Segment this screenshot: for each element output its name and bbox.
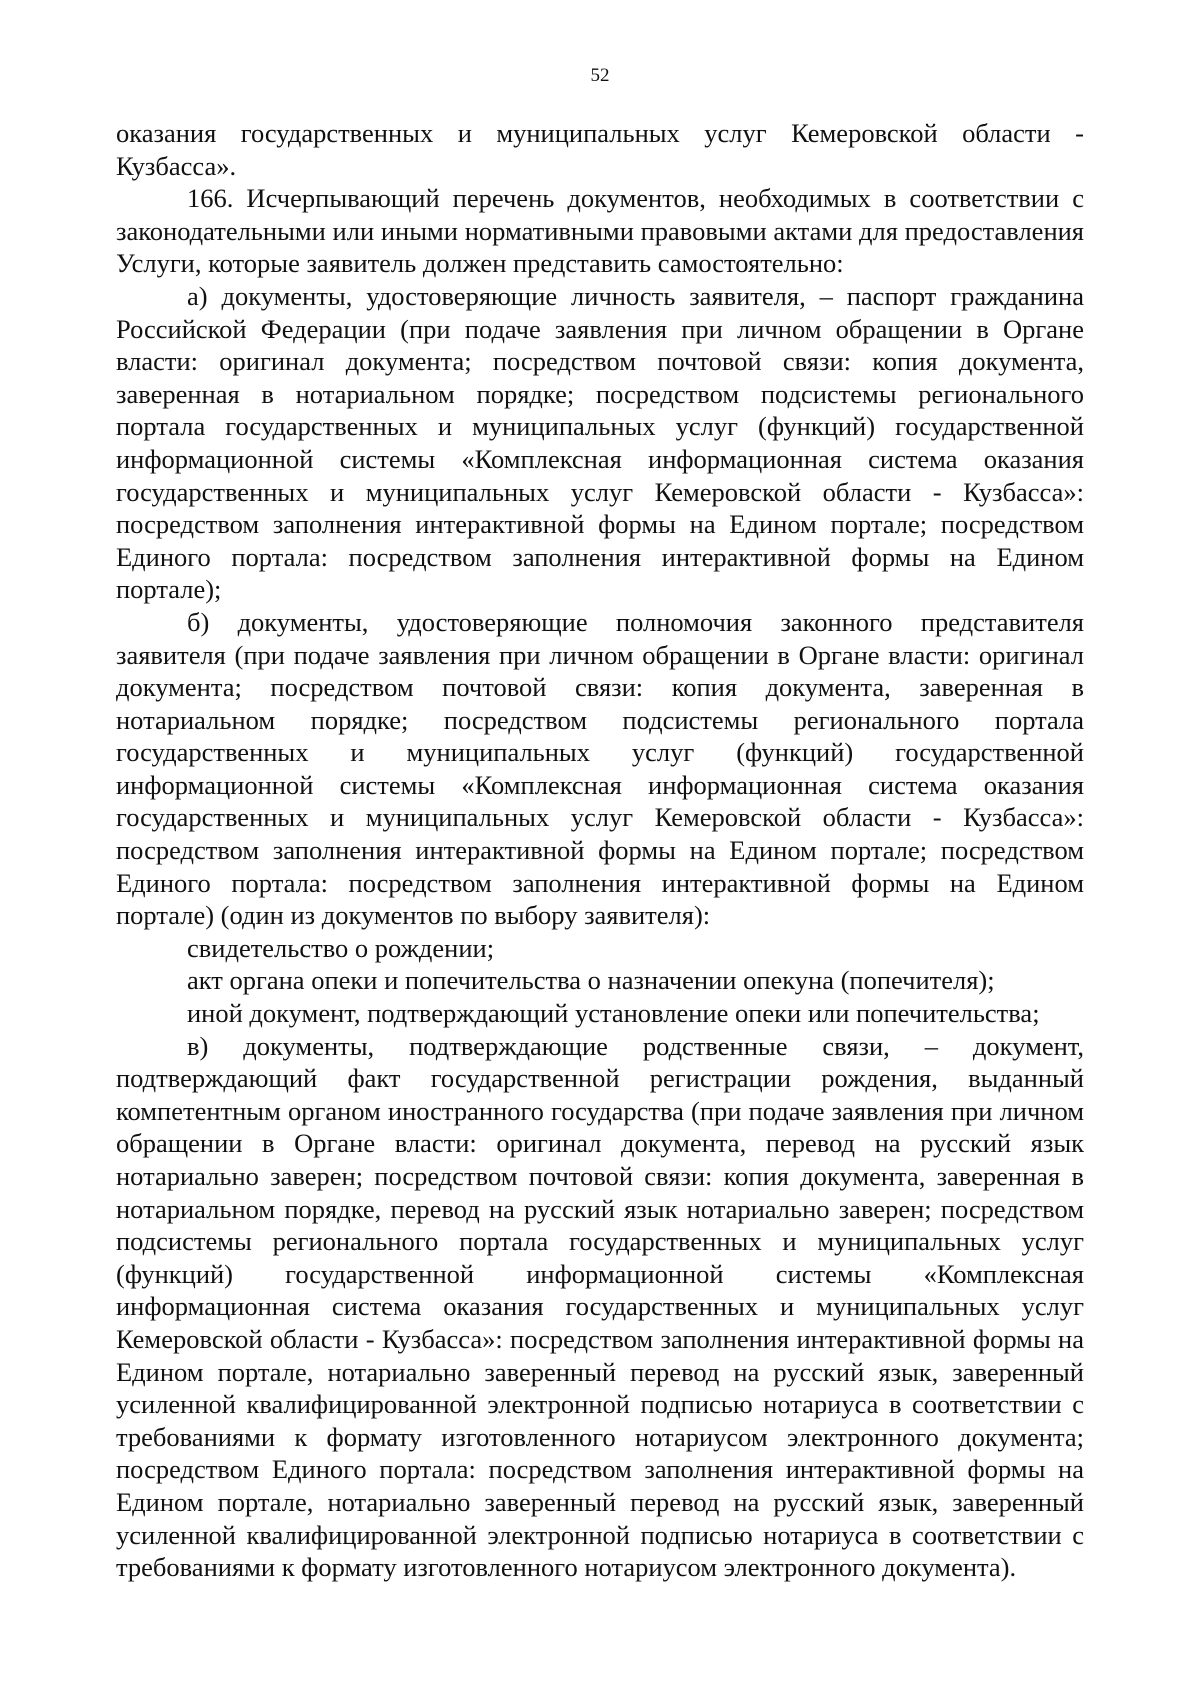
paragraph-subitem-a: а) документы, удостоверяющие личность заявителя, – паспорт гражданина Российской Федерации (при подаче заявления при личном обращении в Органе власти: оригинал документа; посредством почтовой связи: копия документа, заверенная в нотариальном порядке; посредством подсистемы регионального портала государственных и муниципальных услуг (функций) государственной информационной системы «Комплексная информационная система оказания государственных и муниципальных услуг Кемеровской области - Кузбасса»: посредством заполнения интерактивной формы на Едином портале; посредством Единого портала: посредством заполнения интерактивной формы на Едином портале); [116, 280, 1084, 605]
list-item-birth-certificate: свидетельство о рождении; [187, 932, 495, 963]
paragraph-continuation: оказания государственных и муниципальных услуг Кемеровской области - Кузбасса». [116, 118, 1084, 181]
paragraph-item-166: 166. Исчерпывающий перечень документов, необходимых в соответствии с законодательными или иными нормативными правовыми актами для предоставления Услуги, которые заявитель должен представить самостоятельно: [116, 183, 1084, 279]
paragraph-subitem-b: б) документы, удостоверяющие полномочия законного представителя заявителя (при подаче заявления при личном обращении в Органе власти: оригинал документа; посредством почтовой связи: копия документа, заверенная в нотариальном порядке; посредством подсистемы регионального портала государственных и муниципальных услуг (функций) государственной информационной системы «Комплексная информационная система оказания государственных и муниципальных услуг Кемеровской области - Кузбасса»: посредством заполнения интерактивной формы на Едином портале; посредством Единого портала: посредством заполнения интерактивной формы на Едином портале) (один из документов по выбору заявителя): [116, 606, 1084, 931]
list-item-guardianship-act: акт органа опеки и попечительства о назначении опекуна (попечителя); [187, 965, 995, 996]
paragraph-subitem-v: в) документы, подтверждающие родственные связи, – документ, подтверждающий факт государственной регистрации рождения, выданный компетентным органом иностранного государства (при подаче заявления при личном обращении в Органе власти: оригинал документа, перевод на русский язык нотариально заверен; посредством почтовой связи: копия документа, заверенная в нотариальном порядке, перевод на русский язык нотариально заверен; посредством подсистемы регионального портала государственных и муниципальных услуг (функций) государственной информационной системы «Комплексная информационная система оказания государственных и муниципальных услуг Кемеровской области - Кузбасса»: посредством заполнения интерактивной формы на Едином портале, нотариально заверенный перевод на русский язык, заверенный усиленной квалифицированной электронной подписью нотариуса в соответствии с требованиями к формату изготовленного нотариусом электронного документа; посредством Единого портала: посредством заполнения интерактивной формы на Едином портале, нотариально заверенный перевод на русский язык, заверенный усиленной квалифицированной электронной подписью нотариуса в соответствии с требованиями к формату изготовленного нотариусом электронного документа). [116, 1030, 1084, 1583]
list-item-other-document: иной документ, подтверждающий установление опеки или попечительства; [187, 998, 1040, 1029]
page-number: 52 [590, 65, 610, 86]
document-body [116, 117, 1084, 1584]
